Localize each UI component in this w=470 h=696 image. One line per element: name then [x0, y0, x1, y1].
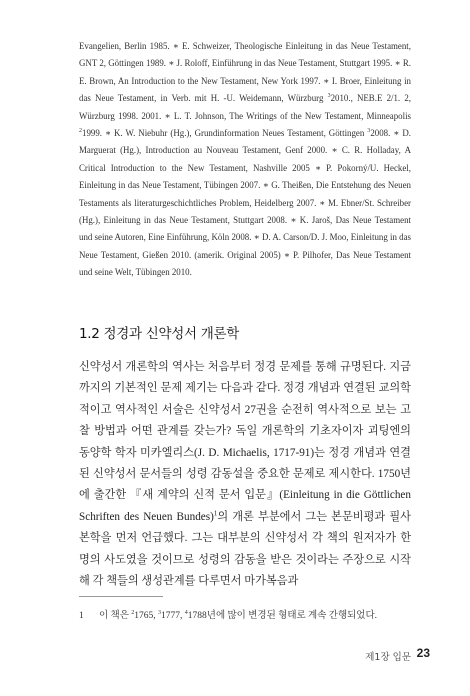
footnote-divider [79, 596, 163, 597]
body-text-part-2: 의 개론 부분에서 그는 본문비평과 필사본학을 먼저 언급했다. 그는 대부분의 신약성서 각 책의 원저자가 한 명의 사도였을 것이므로 성령의 감동을 받은 것이라는 주장으로 시작해 각 책들의 생성관계를 다루면서 마가복음과 [79, 510, 411, 588]
page-number: 23 [416, 646, 430, 660]
section-heading: 1.2 정경과 신약성서 개론학 [79, 326, 239, 342]
running-footer: 제1장 입문 [365, 652, 411, 663]
footnote-reference[interactable]: 1 [213, 509, 218, 518]
bibliography-text: Evangelien, Berlin 1985. ∗ E. Schweizer, Theologische Einleitung in das Neue Testament, GNT 2, Göttingen 1989. ∗ J. Roloff, Einführung in das Neue Testament, Stuttgart 1995. ∗ R. E. Brown, An Introduction to the New Testament, New York 1997. ∗ I. Broer, Einleitung in das Neue Testament, in Verb. mit H. -U. Weidemann, Würzburg $^3$2010., NEB.E 2/1. 2, Würzburg 1998. 2001. ∗ L. T. Johnson, The Writings of the New Testament, Minneapolis $^2$1999. ∗ K. W. Niebuhr (Hg.), Grundinformation Neues Testament, Göttingen $^3$2008. ∗ D. Marguerat (Hg.), Introduction au Nouveau Testament, Genf 2000. ∗ C. R. Holladay, A Critical Introduction to the New Testament, Nashville 2005 ∗ P. Pokorný/U. Heckel, Einleitung in das Neue Testament, Tübingen 2007. ∗ G. Theißen, Die Entstehung des Neuen Testaments als literaturgeschichtliches Problem, Heidelberg 2007. ∗ M. Ebner/St. Schreiber (Hg.), Einleitung in das Neue Testament, Stuttgart 2008. ∗ K. Jaroš, Das Neue Testament und seine Autoren, Eine Einführung, Köln 2008. ∗ D. A. Carson/D. J. Moo, Einleitung in das Neue Testament, Gießen 2010. (amerik. Original 2005) ∗ P. Pilhofer, Das Neue Testament und seine Welt, Tübingen 2010. [79, 41, 411, 278]
bibliography-block [79, 38, 411, 282]
body-text-part-1: 신약성서 개론학의 역사는 처음부터 정경 문제를 통해 규명된다. 지금까지의 기본적인 문제 제기는 다음과 같다. 정경 개념과 연결된 교의학적이고 역사적인 서술은 신약성서 27권을 순전히 역사적으로 보는 고찰 방법과 어떤 관계를 갖는가? 독일 개론학의 기초자이자 괴팅엔의 동양학 학자 미카엘리스(J. D. Michaelis, 1717-91)는 정경 개념과 연결된 신약성서 문서들의 성령 감동설을 중요한 문제로 제시한다. 1750년에 출간한 『새 계약의 신적 문서 입문』(Einleitung in die Göttlichen Schriften des Neuen Bundes) [79, 361, 411, 523]
body-paragraph [79, 357, 411, 592]
footnote-number: 1 [79, 611, 84, 621]
footnote: 1 이 책은 $^2$1765, $^3$1777, $^4$1788년에 많이 변경된 형태로 계속 간행되었다. [79, 609, 378, 621]
